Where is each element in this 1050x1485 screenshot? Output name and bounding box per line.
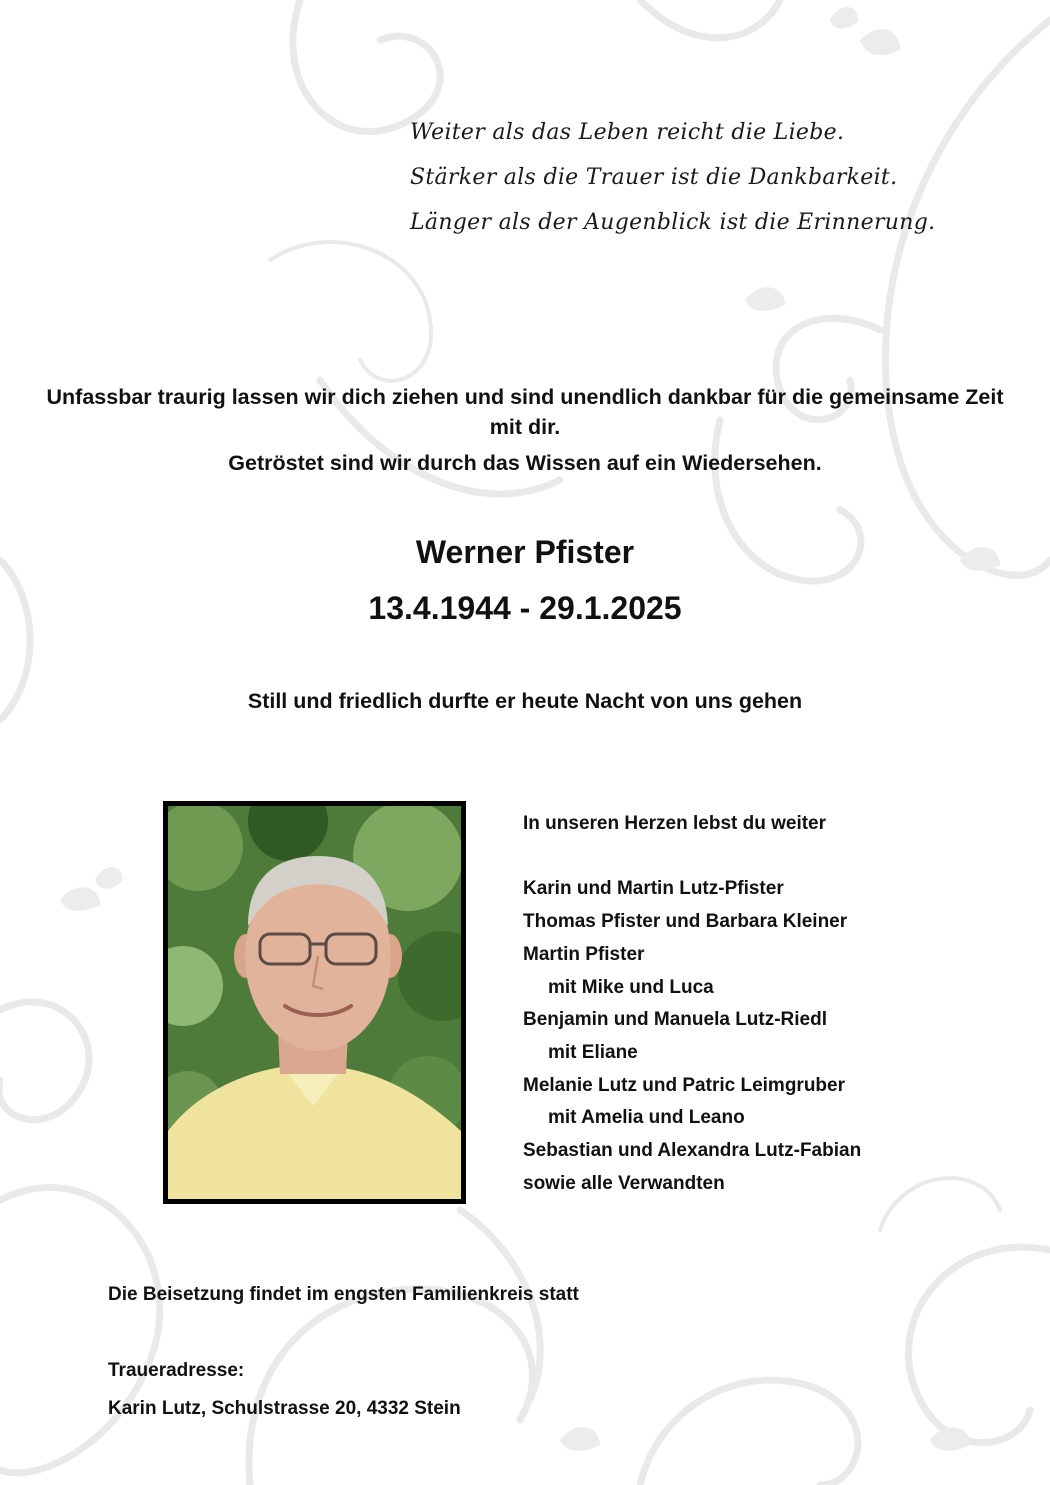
family-list xyxy=(523,808,983,1200)
family-member: Melanie Lutz und Patric Leimgruber xyxy=(523,1074,845,1096)
family-member-children: mit Eliane xyxy=(548,1041,638,1063)
family-member: Karin und Martin Lutz-Pfister xyxy=(523,878,784,900)
life-dates: 13.4.1944 - 29.1.2025 xyxy=(368,590,682,626)
verse-line: Stärker als die Trauer ist die Dankbarkeit. xyxy=(410,165,898,190)
family-member-children: mit Amelia und Leano xyxy=(548,1107,745,1129)
mourning-address: Karin Lutz, Schulstrasse 20, 4332 Stein xyxy=(108,1398,461,1419)
family-heading: In unseren Herzen lebst du weiter xyxy=(523,813,827,834)
verse-line: Länger als der Augenblick ist die Erinnerung. xyxy=(410,210,936,235)
family-member: Sebastian und Alexandra Lutz-Fabian xyxy=(523,1140,862,1162)
address-label: Traueradresse: xyxy=(108,1360,245,1381)
intro-line-2: Getröstet sind wir durch das Wissen auf ein Wiedersehen. xyxy=(228,451,822,475)
deceased-name: Werner Pfister xyxy=(415,534,635,570)
verse-line: Weiter als das Leben reicht die Liebe. xyxy=(410,120,845,145)
tagline: Still und friedlich durfte er heute Nacht von uns gehen xyxy=(247,689,803,713)
burial-note: Die Beisetzung findet im engsten Familienkreis statt xyxy=(108,1284,579,1305)
family-member-children: mit Mike und Luca xyxy=(548,976,714,998)
memorial-verse xyxy=(410,110,1010,245)
intro-text xyxy=(40,382,1010,478)
family-member: Thomas Pfister und Barbara Kleiner xyxy=(523,911,848,933)
portrait-photo xyxy=(163,801,466,1204)
intro-line-1: Unfassbar traurig lassen wir dich ziehen und sind unendlich dankbar für die gemeinsame Zeit mit dir. xyxy=(46,385,1004,439)
family-member: Benjamin und Manuela Lutz-Riedl xyxy=(523,1009,828,1031)
portrait-illustration xyxy=(168,806,461,1199)
family-member: sowie alle Verwandten xyxy=(523,1172,725,1194)
family-member: Martin Pfister xyxy=(523,943,645,965)
